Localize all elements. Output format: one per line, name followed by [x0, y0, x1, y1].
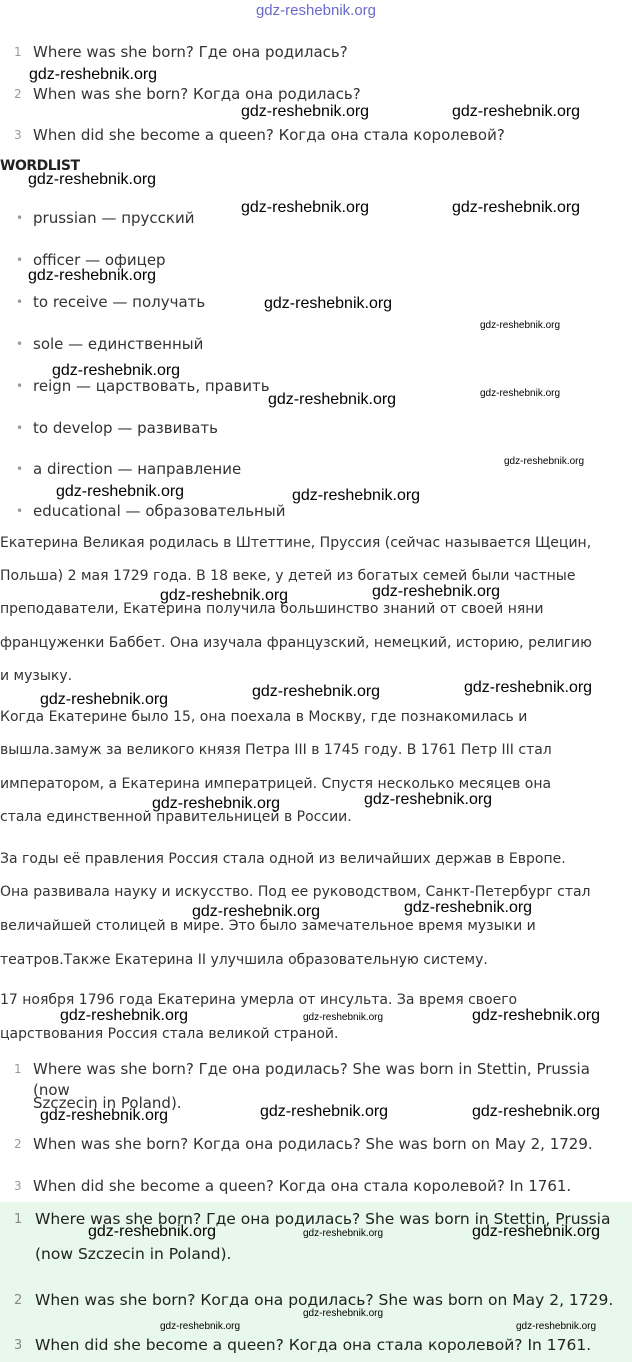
watermark: gdz-reshebnik.org	[464, 679, 593, 696]
paragraph-line: царствования Россия стала великой страной.	[0, 1026, 339, 1042]
watermark: gdz-reshebnik.org	[28, 267, 157, 284]
watermark: gdz-reshebnik.org	[303, 1228, 384, 1239]
wordlist-heading: WORDLIST	[0, 158, 80, 174]
watermark: gdz-reshebnik.org	[40, 691, 169, 708]
answer-number: 2	[14, 1293, 23, 1308]
paragraph-line: преподаватели, Екатерина получила большинство знаний от своей няни	[0, 601, 544, 617]
bullet-icon: •	[16, 211, 24, 225]
paragraph-line: 17 ноября 1796 года Екатерина умерла от инсульта. За время своего	[0, 992, 518, 1008]
site-watermark-header: gdz-reshebnik.org	[255, 2, 377, 19]
watermark: gdz-reshebnik.org	[480, 320, 561, 331]
watermark: gdz-reshebnik.org	[268, 391, 397, 408]
watermark: gdz-reshebnik.org	[192, 903, 321, 920]
bullet-icon: •	[16, 421, 24, 435]
watermark: gdz-reshebnik.org	[241, 199, 370, 216]
watermark: gdz-reshebnik.org	[264, 295, 393, 312]
question-number: 3	[14, 128, 22, 142]
watermark: gdz-reshebnik.org	[472, 1007, 601, 1024]
answer-line: When was she born? Когда она родилась? She was born on May 2, 1729.	[35, 1291, 614, 1309]
bullet-icon: •	[16, 462, 24, 476]
watermark: gdz-reshebnik.org	[152, 795, 281, 812]
answer-number: 1	[14, 1062, 22, 1076]
answer-number: 2	[14, 1137, 22, 1151]
paragraph-line: За годы её правления Россия стала одной из величайших держав в Европе.	[0, 851, 566, 867]
watermark: gdz-reshebnik.org	[504, 456, 585, 467]
watermark: gdz-reshebnik.org	[372, 583, 501, 600]
answer-line: Szczecin in Poland).	[33, 1094, 182, 1112]
paragraph-line: императором, а Екатерина императрицей. Спустя несколько месяцев она	[0, 776, 552, 792]
answer-line: When was she born? Когда она родилась? She was born on May 2, 1729.	[33, 1135, 593, 1153]
bullet-icon: •	[16, 504, 24, 518]
watermark: gdz-reshebnik.org	[252, 683, 381, 700]
watermark: gdz-reshebnik.org	[29, 66, 158, 83]
watermark: gdz-reshebnik.org	[160, 587, 289, 604]
watermark: gdz-reshebnik.org	[364, 791, 493, 808]
question-text: Where was she born? Где она родилась?	[33, 43, 348, 61]
question-number: 1	[14, 45, 22, 59]
bullet-icon: •	[16, 379, 24, 393]
answer-number: 3	[14, 1179, 22, 1193]
watermark: gdz-reshebnik.org	[404, 899, 533, 916]
question-text: When was she born? Когда она родилась?	[33, 85, 361, 103]
paragraph-line: Она развивала науку и искусство. Под ее руководством, Санкт-Петербург стал	[0, 884, 591, 900]
watermark: gdz-reshebnik.org	[88, 1223, 217, 1240]
answer-line: Where was she born? Где она родилась? She was born in Stettin, Prussia (now	[33, 1060, 590, 1099]
wordlist-item-text: sole — единственный	[33, 335, 204, 353]
answer-number: 1	[14, 1212, 23, 1227]
watermark: gdz-reshebnik.org	[480, 388, 561, 399]
answer-line: When did she become a queen? Когда она стала королевой? In 1761.	[35, 1336, 592, 1354]
watermark: gdz-reshebnik.org	[516, 1321, 597, 1332]
wordlist-item-text: prussian — прусский	[33, 209, 195, 227]
answer-line: (now Szczecin in Poland).	[35, 1245, 232, 1263]
paragraph-line: француженки Баббет. Она изучала французский, немецкий, историю, религию	[0, 635, 592, 651]
wordlist-item-text: reign — царствовать, править	[33, 377, 270, 395]
watermark: gdz-reshebnik.org	[303, 1308, 384, 1319]
watermark: gdz-reshebnik.org	[472, 1223, 601, 1240]
watermark: gdz-reshebnik.org	[241, 103, 370, 120]
bullet-icon: •	[16, 295, 24, 309]
question-text: When did she become a queen? Когда она стала королевой?	[33, 126, 505, 144]
watermark: gdz-reshebnik.org	[60, 1007, 189, 1024]
watermark: gdz-reshebnik.org	[28, 171, 157, 188]
watermark: gdz-reshebnik.org	[472, 1103, 601, 1120]
question-number: 2	[14, 87, 22, 101]
paragraph-line: стала единственной правительницей в России.	[0, 809, 352, 825]
answer-number: 3	[14, 1338, 23, 1353]
wordlist-item-text: officer — офицер	[33, 251, 166, 269]
wordlist-item-text: educational — образовательный	[33, 502, 286, 520]
watermark: gdz-reshebnik.org	[40, 1107, 169, 1124]
paragraph-line: театров.Также Екатерина II улучшила образовательную систему.	[0, 952, 488, 968]
wordlist-item-text: a direction — направление	[33, 460, 242, 478]
watermark: gdz-reshebnik.org	[303, 1012, 384, 1023]
paragraph-line: Когда Екатерине было 15, она поехала в Москву, где познакомилась и	[0, 709, 528, 725]
watermark: gdz-reshebnik.org	[52, 362, 181, 379]
paragraph-line: Польша) 2 мая 1729 года. В 18 веке, у детей из богатых семей были частные	[0, 568, 576, 584]
paragraph-line: вышла.замуж за великого князя Петра III в 1745 году. В 1761 Петр III стал	[0, 742, 552, 758]
bullet-icon: •	[16, 253, 24, 267]
wordlist-item-text: to receive — получать	[33, 293, 206, 311]
answer-line: When did she become a queen? Когда она стала королевой? In 1761.	[33, 1177, 572, 1195]
bullet-icon: •	[16, 337, 24, 351]
paragraph-line: и музыку.	[0, 668, 73, 684]
answer-line: Where was she born? Где она родилась? She was born in Stettin, Prussia	[35, 1210, 611, 1228]
paragraph-line: величайшей столицей в мире. Это было замечательное время музыки и	[0, 918, 536, 934]
paragraph-line: Екатерина Великая родилась в Штеттине, Пруссия (сейчас называется Щецин,	[0, 535, 592, 551]
wordlist-item-text: to develop — развивать	[33, 419, 218, 437]
watermark: gdz-reshebnik.org	[452, 103, 581, 120]
watermark: gdz-reshebnik.org	[260, 1103, 389, 1120]
watermark: gdz-reshebnik.org	[292, 487, 421, 504]
watermark: gdz-reshebnik.org	[56, 483, 185, 500]
watermark: gdz-reshebnik.org	[160, 1321, 241, 1332]
watermark: gdz-reshebnik.org	[452, 199, 581, 216]
